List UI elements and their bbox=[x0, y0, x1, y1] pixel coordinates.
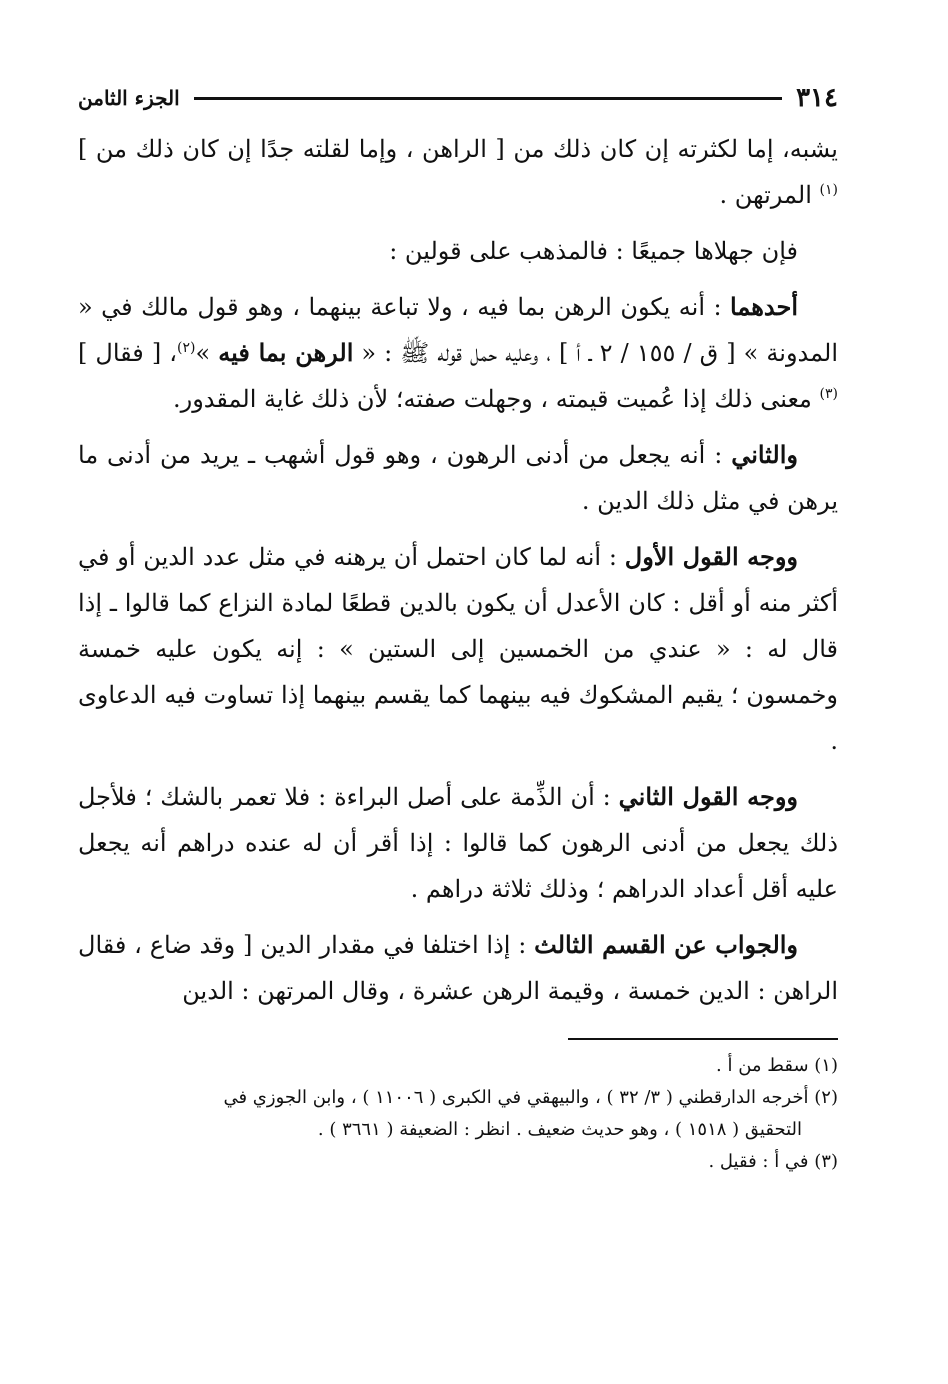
footnote: (٢) أخرجه الدارقطني ( ٣/ ٣٢ ) ، والبيهقي في الكبرى ( ١١٠٠٦ ) ، وابن الجوزي في bbox=[223, 1087, 838, 1108]
paragraph: ووجه القول الأول : أنه لما كان احتمل أن يرهنه في مثل عدد الدين أو في أكثر منه أو أقل : كان الأعدل أن يكون بالدين قطعًا لمادة النزاع كما قالوا ـ إذا قال له : « عندي من الخمسين إلى الستين » : إنه يكون عليه خمسة وخمسون ؛ يقيم المشكوك فيه بينهما كما يقسم بينهما إذا تساوت فيه الدعاوى . bbox=[78, 542, 838, 755]
part-title: الجزء الثامن bbox=[78, 86, 180, 110]
paragraph-lead: والجواب عن القسم الثالث bbox=[534, 930, 799, 959]
footnote-ref: (١) bbox=[819, 182, 838, 198]
footnote-ref: (٣) bbox=[819, 386, 838, 402]
footnote-continuation: التحقيق ( ١٥١٨ ) ، وهو حديث ضعيف . انظر : الضعيفة ( ٣٦٦١ ) . bbox=[317, 1119, 802, 1140]
footnote-ref: (٢) bbox=[177, 340, 196, 356]
page-number: ٣١٤ bbox=[796, 83, 838, 113]
hadith-quote: الرهن بما فيه bbox=[218, 338, 354, 367]
footnote-rule bbox=[568, 1038, 838, 1040]
paragraph-lead: ووجه القول الثاني bbox=[618, 782, 798, 811]
running-header bbox=[78, 78, 838, 118]
paragraph: أحدهما : أنه يكون الرهن بما فيه ، ولا تباعة بينهما ، وهو قول مالك في « المدونة » [ ق / ١٥٥ / ٢ ـ أ ] ، وعليه حمل قوله ﷺ : « الرهن بما فيه »$^{(٢)}$، [ فقال ] $^{(٣)}$ معنى ذلك إذا عُميت قيمته ، وجهلت صفته؛ لأن ذلك غاية المقدور. bbox=[78, 292, 838, 413]
paragraph: فإن جهلاها جميعًا : فالمذهب على قولين : bbox=[389, 237, 798, 265]
footnotes bbox=[78, 1050, 838, 1178]
paragraph: والجواب عن القسم الثالث : إذا اختلفا في مقدار الدين [ وقد ضاع ، فقال الراهن : الدين خمسة ، وقيمة الرهن عشرة ، وقال المرتهن : الدين bbox=[78, 930, 838, 1005]
document-page bbox=[78, 78, 838, 1178]
body-text bbox=[78, 126, 838, 1014]
header-rule bbox=[194, 97, 782, 100]
paragraph-lead: والثاني bbox=[731, 440, 798, 469]
paragraph: يشبه، إما لكثرته إن كان ذلك من [ الراهن ، وإما لقلته جدًا إن كان ذلك من ] $^{(١)}$ المرتهن . bbox=[78, 135, 838, 209]
footnote: (١) سقط من أ . bbox=[716, 1055, 838, 1076]
paragraph: والثاني : أنه يجعل من أدنى الرهون ، وهو قول أشهب ـ يريد من أدنى ما يرهن في مثل ذلك الدين . bbox=[78, 440, 838, 515]
footnote: (٣) في أ : فقيل . bbox=[708, 1151, 838, 1172]
paragraph-lead: أحدهما bbox=[730, 292, 798, 321]
paragraph: ووجه القول الثاني : أن الذِّمة على أصل البراءة : فلا تعمر بالشك ؛ فلأجل ذلك يجعل من أدنى الرهون كما قالوا : إذا أقر أن له عنده دراهم أنه يجعل عليه أقل أعداد الدراهم ؛ وذلك ثلاثة دراهم . bbox=[78, 782, 839, 903]
paragraph-lead: ووجه القول الأول bbox=[624, 542, 799, 571]
